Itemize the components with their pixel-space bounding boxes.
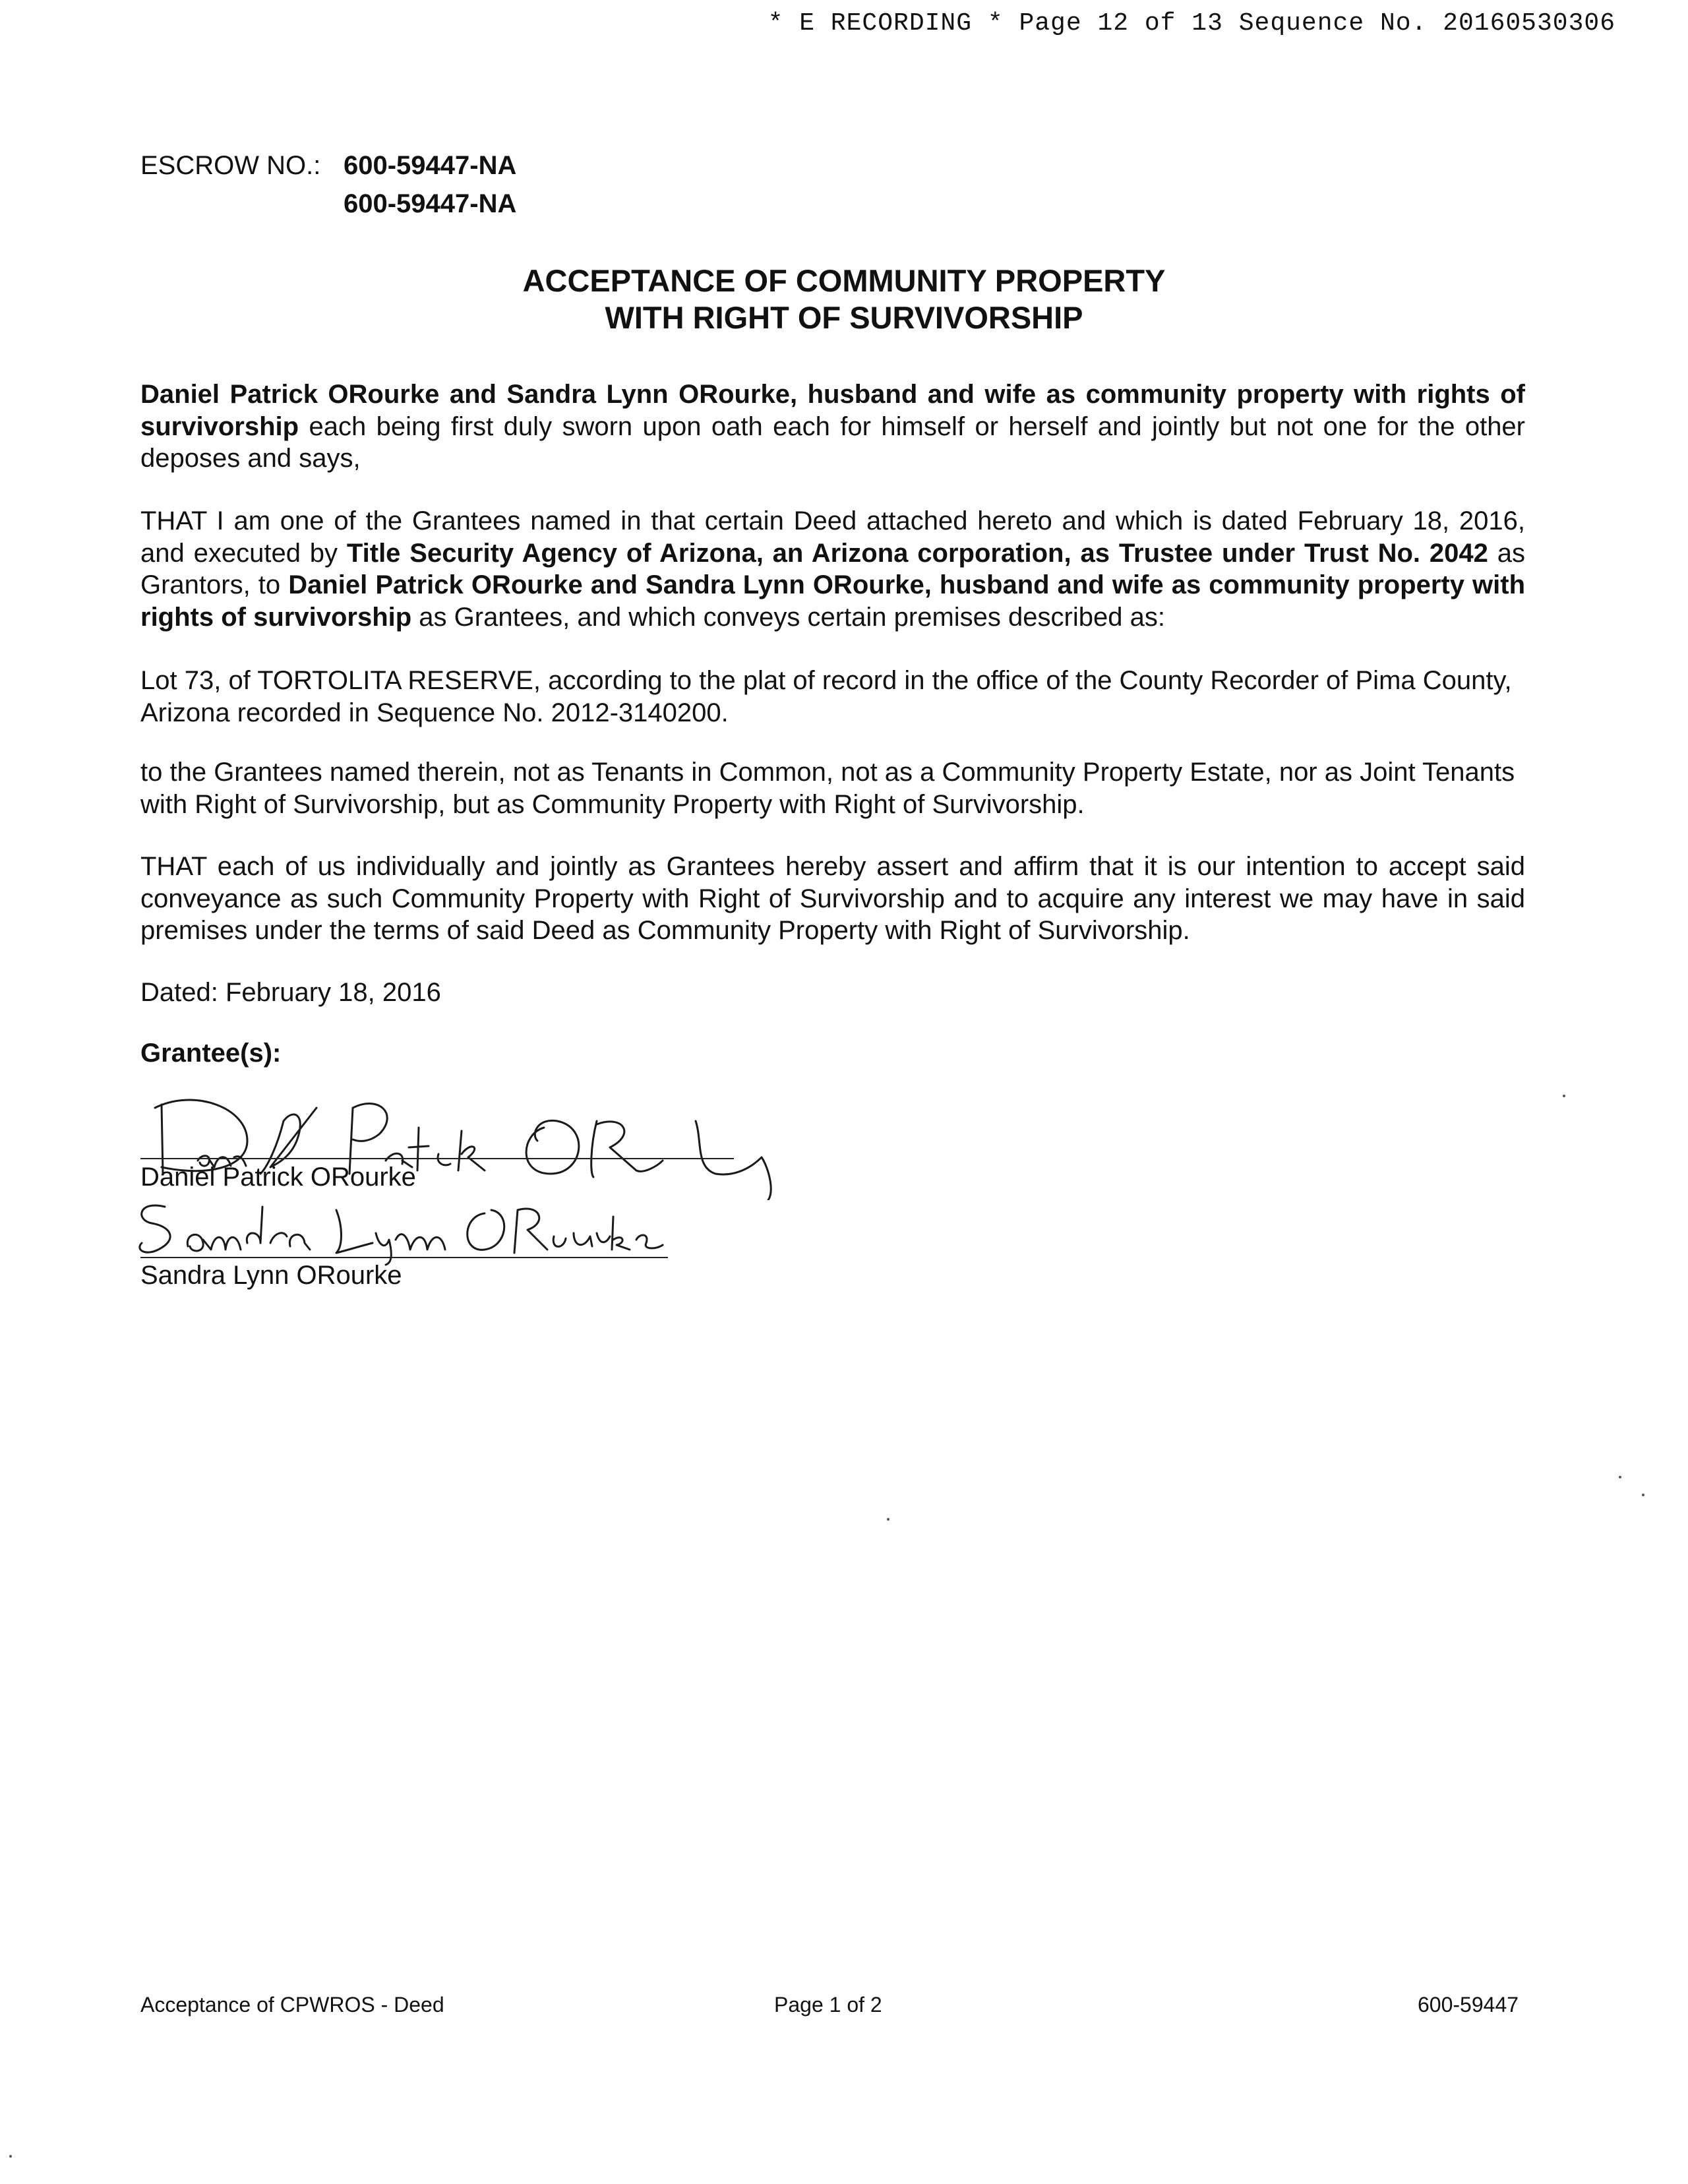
grantor-bold: Title Security Agency of Arizona, an Arizona corporation, as Trustee under Trust No. 2042 bbox=[346, 538, 1488, 568]
paragraph-affirmation: THAT each of us individually and jointly as Grantees hereby assert and affirm that it is our intention to accept said conveyance as such Community Property with Right of Survivorship and to acquire any interest we may have in said premises under the terms of said Deed as Community Property with Right of Survivorship. bbox=[140, 852, 1525, 945]
escrow-number-1: 600-59447-NA bbox=[344, 151, 517, 180]
paragraph-legal-description: Lot 73, of TORTOLITA RESERVE, according to the plat of record in the office of the County Recorder of Pima County, Arizona recorded in Sequence No. 2012-3140200. bbox=[140, 666, 1512, 727]
escrow-block bbox=[140, 146, 516, 223]
grantees-header: Grantee(s): bbox=[140, 1039, 282, 1068]
signature-line-1 bbox=[140, 1158, 734, 1159]
deed-text-1: THAT I am one of the Grantees named in that certain Deed attached hereto and which is dated February 18, 2016, and executed by bbox=[140, 506, 1525, 568]
signature-sandra bbox=[125, 1187, 686, 1266]
document-title bbox=[0, 262, 1688, 336]
grantee-name-1: Daniel Patrick ORourke bbox=[140, 1163, 416, 1192]
title-line-2: WITH RIGHT OF SURVIVORSHIP bbox=[605, 300, 1083, 335]
footer-document-name: Acceptance of CPWROS - Deed bbox=[140, 1993, 444, 2017]
scan-speck bbox=[887, 1518, 889, 1521]
affiants-text: each being first duly sworn upon oath each for himself or herself and jointly but not one for the other deposes and says, bbox=[140, 411, 1525, 473]
escrow-label: ESCROW NO.: bbox=[140, 151, 321, 180]
grantee-name-2: Sandra Lynn ORourke bbox=[140, 1261, 402, 1290]
escrow-number-2: 600-59447-NA bbox=[344, 189, 517, 218]
affiants-bold: Daniel Patrick ORourke and Sandra Lynn ORourke, husband and wife as community property with rights of survivorship bbox=[140, 380, 1525, 441]
footer-file-number: 600-59447 bbox=[1418, 1993, 1519, 2017]
scan-speck bbox=[1619, 1476, 1621, 1478]
title-line-1: ACCEPTANCE OF COMMUNITY PROPERTY bbox=[522, 263, 1166, 298]
scan-speck bbox=[9, 2155, 12, 2158]
paragraph-affiants bbox=[140, 379, 1525, 475]
recording-stamp: * E RECORDING * Page 12 of 13 Sequence No. 20160530306 bbox=[768, 9, 1615, 38]
paragraph-deed bbox=[140, 505, 1525, 633]
signature-line-2 bbox=[140, 1257, 668, 1258]
deed-text-3: as Grantees, and which conveys certain premises described as: bbox=[411, 602, 1165, 632]
dated-line: Dated: February 18, 2016 bbox=[140, 978, 441, 1007]
scan-speck bbox=[1642, 1494, 1644, 1496]
paragraph-tenancy: to the Grantees named therein, not as Tenants in Common, not as a Community Property Estate, nor as Joint Tenants with Right of Survivorship, but as Community Property with Right of Survivorship. bbox=[140, 758, 1515, 819]
scan-speck bbox=[1563, 1095, 1565, 1097]
deed-text-2: as Grantors, to bbox=[140, 538, 1525, 599]
grantee-bold: Daniel Patrick ORourke and Sandra Lynn ORourke, husband and wife as community property with rights of survivorship bbox=[140, 570, 1525, 632]
footer-page-number: Page 1 of 2 bbox=[774, 1993, 882, 2017]
